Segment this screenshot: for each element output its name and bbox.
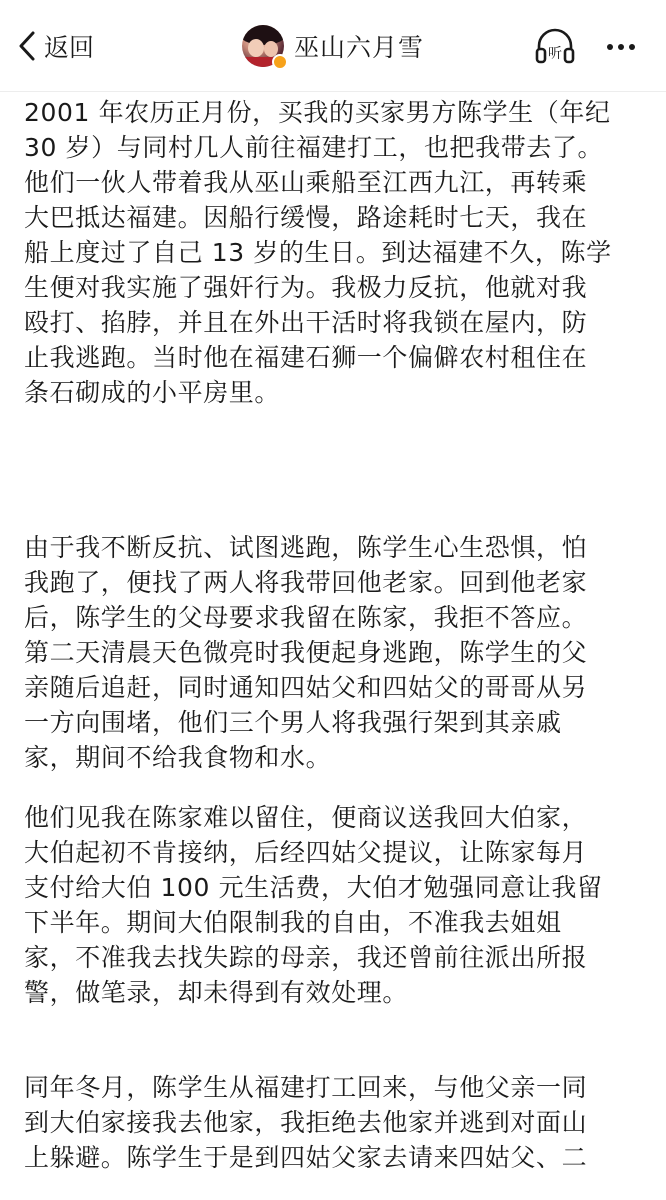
text-line: 大伯起初不肯接纳，后经四姑父提议，让陈家每月 <box>24 838 588 867</box>
text-line: 家，不准我去找失踪的母亲，我还曾前往派出所报 <box>24 943 588 972</box>
chevron-left-icon <box>16 24 42 68</box>
text-line: 同年冬月，陈学生从福建打工回来，与他父亲一同 <box>24 1073 588 1102</box>
paragraph-3 <box>24 800 603 1010</box>
back-label: 返回 <box>44 33 95 62</box>
text-line: 我跑了，便找了两人将我带回他老家。回到他老家 <box>24 568 588 597</box>
text-line: 支付给大伯 100 元生活费，大伯才勉强同意让我留 <box>24 873 603 902</box>
text-line: 殴打、掐脖，并且在外出干活时将我锁在屋内，防 <box>24 308 588 337</box>
back-button[interactable] <box>16 24 94 68</box>
text-line: 后，陈学生的父母要求我留在陈家，我拒不答应。 <box>24 603 588 632</box>
headphones-icon <box>534 26 576 68</box>
text-line: 到大伯家接我去他家，我拒绝去他家并逃到对面山 <box>24 1108 588 1137</box>
text-line: 警，做笔录，却未得到有效处理。 <box>24 978 409 1007</box>
top-nav-bar <box>0 0 666 92</box>
account-header[interactable] <box>242 24 424 68</box>
text-line: 第二天清晨天色微亮时我便起身逃跑，陈学生的父 <box>24 638 588 667</box>
text-line: 止我逃跑。当时他在福建石狮一个偏僻农村租住在 <box>24 343 588 372</box>
more-options-button[interactable] <box>604 30 638 64</box>
text-line: 亲随后追赶，同时通知四姑父和四姑父的哥哥从另 <box>24 673 588 702</box>
listen-button[interactable] <box>534 26 576 68</box>
text-line: 一方向围堵，他们三个男人将我强行架到其亲戚 <box>24 708 562 737</box>
text-line: 大巴抵达福建。因船行缓慢，路途耗时七天，我在 <box>24 203 588 232</box>
paragraph-1 <box>24 95 612 410</box>
verified-badge-icon <box>272 54 288 70</box>
account-name: 巫山六月雪 <box>294 33 425 62</box>
text-line: 家，期间不给我食物和水。 <box>24 743 332 772</box>
text-line: 他们见我在陈家难以留住，便商议送我回大伯家， <box>24 803 588 832</box>
avatar[interactable] <box>242 25 284 67</box>
paragraph-2 <box>24 530 587 775</box>
listen-label: 听 <box>548 46 562 62</box>
text-line: 下半年。期间大伯限制我的自由，不准我去姐姐 <box>24 908 562 937</box>
text-line: 船上度过了自己 13 岁的生日。到达福建不久，陈学 <box>24 238 612 267</box>
text-line: 2001 年农历正月份，买我的买家男方陈学生（年纪 <box>24 98 611 127</box>
text-line: 上躲避。陈学生于是到四姑父家去请来四姑父、二 <box>24 1143 588 1172</box>
text-line: 他们一伙人带着我从巫山乘船至江西九江，再转乘 <box>24 168 588 197</box>
paragraph-4 <box>24 1070 587 1175</box>
text-line: 30 岁）与同村几人前往福建打工，也把我带去了。 <box>24 133 604 162</box>
more-dots-icon <box>606 43 636 51</box>
text-line: 条石砌成的小平房里。 <box>24 378 281 407</box>
text-line: 生便对我实施了强奸行为。我极力反抗，他就对我 <box>24 273 588 302</box>
text-line: 由于我不断反抗、试图逃跑，陈学生心生恐惧，怕 <box>24 533 588 562</box>
